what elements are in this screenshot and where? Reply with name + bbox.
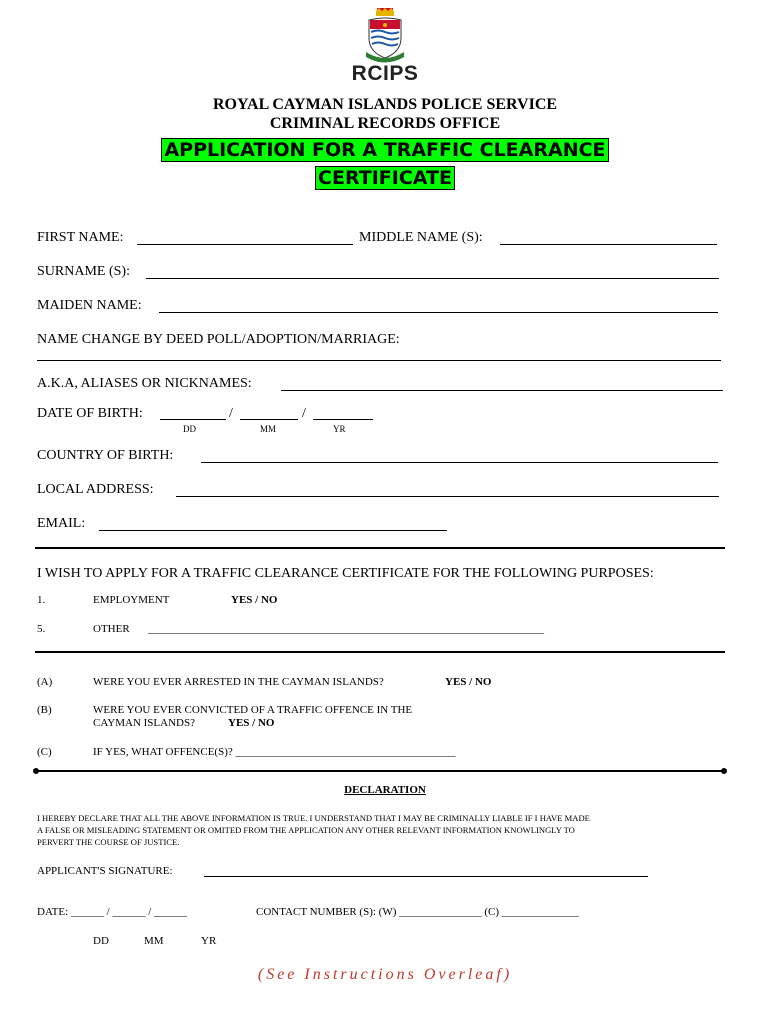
dob-yr-hint: YR <box>333 424 346 434</box>
dob-mm-hint: MM <box>260 424 277 434</box>
question-a-label: (A) <box>37 676 53 688</box>
email-field[interactable] <box>99 530 447 531</box>
address-label: LOCAL ADDRESS: <box>37 482 154 497</box>
declaration-text-3: PERVERT THE COURSE OF JUSTICE. <box>37 837 180 847</box>
signature-label: APPLICANT'S SIGNATURE: <box>37 865 173 877</box>
question-b-label: (B) <box>37 704 52 716</box>
purpose-other-field[interactable]: ________________________________________________________________________ <box>148 623 544 635</box>
purpose-1-label: EMPLOYMENT <box>93 594 170 606</box>
email-label: EMAIL: <box>37 516 86 531</box>
dob-dd-hint: DD <box>183 424 196 434</box>
middle-name-field[interactable] <box>500 244 717 245</box>
purposes-heading: I WISH TO APPLY FOR A TRAFFIC CLEARANCE CERTIFICATE FOR THE FOLLOWING PURPOSES: <box>37 566 654 581</box>
signature-field[interactable] <box>204 876 648 877</box>
date-yr-hint: YR <box>201 935 217 947</box>
question-c-text[interactable]: IF YES, WHAT OFFENCE(S)? ________________________________________ <box>93 746 456 758</box>
surname-label: SURNAME (S): <box>37 264 130 279</box>
declaration-date-field[interactable]: DATE: ______ / ______ / ______ <box>37 906 188 918</box>
name-change-label: NAME CHANGE BY DEED POLL/ADOPTION/MARRIAGE: <box>37 332 400 347</box>
question-b-text-2: CAYMAN ISLANDS? <box>93 717 195 729</box>
purpose-1-number: 1. <box>37 594 46 606</box>
org-name: ROYAL CAYMAN ISLANDS POLICE SERVICE <box>212 96 558 113</box>
dob-year-field[interactable] <box>313 419 373 420</box>
country-field[interactable] <box>201 462 718 463</box>
middle-name-label: MIDDLE NAME (S): <box>359 230 483 245</box>
rcips-logo-text: RCIPS <box>351 62 419 85</box>
question-b-choice[interactable]: YES / NO <box>228 717 275 729</box>
first-name-label: FIRST NAME: <box>37 230 124 245</box>
purpose-5-label: OTHER <box>93 623 130 635</box>
section-divider-2 <box>35 651 725 653</box>
surname-field[interactable] <box>146 278 719 279</box>
section-divider <box>35 547 725 549</box>
address-field[interactable] <box>176 496 719 497</box>
name-change-field[interactable] <box>37 360 721 361</box>
maiden-name-field[interactable] <box>159 312 718 313</box>
dob-slash-2: / <box>302 406 306 421</box>
date-dd-hint: DD <box>93 935 109 947</box>
maiden-name-label: MAIDEN NAME: <box>37 298 142 313</box>
declaration-heading: DECLARATION <box>344 784 426 796</box>
declaration-text-2: A FALSE OR MISLEADING STATEMENT OR OMITED FROM THE APPLICATION ANY OTHER RELEVANT INFORMATION KNOWLINGLY TO <box>37 825 575 835</box>
declaration-text-1: I HEREBY DECLARE THAT ALL THE ABOVE INFORMATION IS TRUE. I UNDERSTAND THAT I MAY BE CRIMINALLY LIABLE IF I HAVE MADE <box>37 813 590 823</box>
crest-emblem-icon <box>363 8 407 64</box>
country-label: COUNTRY OF BIRTH: <box>37 448 174 463</box>
aka-field[interactable] <box>281 390 723 391</box>
question-a-text: WERE YOU EVER ARRESTED IN THE CAYMAN ISLANDS? <box>93 676 384 688</box>
instructions-note: (See Instructions Overleaf) <box>257 966 513 983</box>
question-c-label: (C) <box>37 746 52 758</box>
dob-month-field[interactable] <box>240 419 298 420</box>
aka-label: A.K.A, ALIASES OR NICKNAMES: <box>37 376 252 391</box>
dob-label: DATE OF BIRTH: <box>37 406 143 421</box>
purpose-1-choice[interactable]: YES / NO <box>231 594 278 606</box>
question-b-text-1: WERE YOU EVER CONVICTED OF A TRAFFIC OFFENCE IN THE <box>93 704 413 716</box>
dob-day-field[interactable] <box>160 419 226 420</box>
question-a-choice[interactable]: YES / NO <box>445 676 492 688</box>
office-name: CRIMINAL RECORDS OFFICE <box>269 115 501 132</box>
purpose-5-number: 5. <box>37 623 46 635</box>
declaration-separator <box>33 768 727 774</box>
form-title-line1: APPLICATION FOR A TRAFFIC CLEARANCE <box>161 138 608 162</box>
date-mm-hint: MM <box>144 935 164 947</box>
contact-number-field[interactable]: CONTACT NUMBER (S): (W) _______________ (C) ______________ <box>256 906 579 918</box>
first-name-field[interactable] <box>137 244 353 245</box>
form-title-line2: CERTIFICATE <box>315 166 455 190</box>
dob-slash-1: / <box>229 406 233 421</box>
